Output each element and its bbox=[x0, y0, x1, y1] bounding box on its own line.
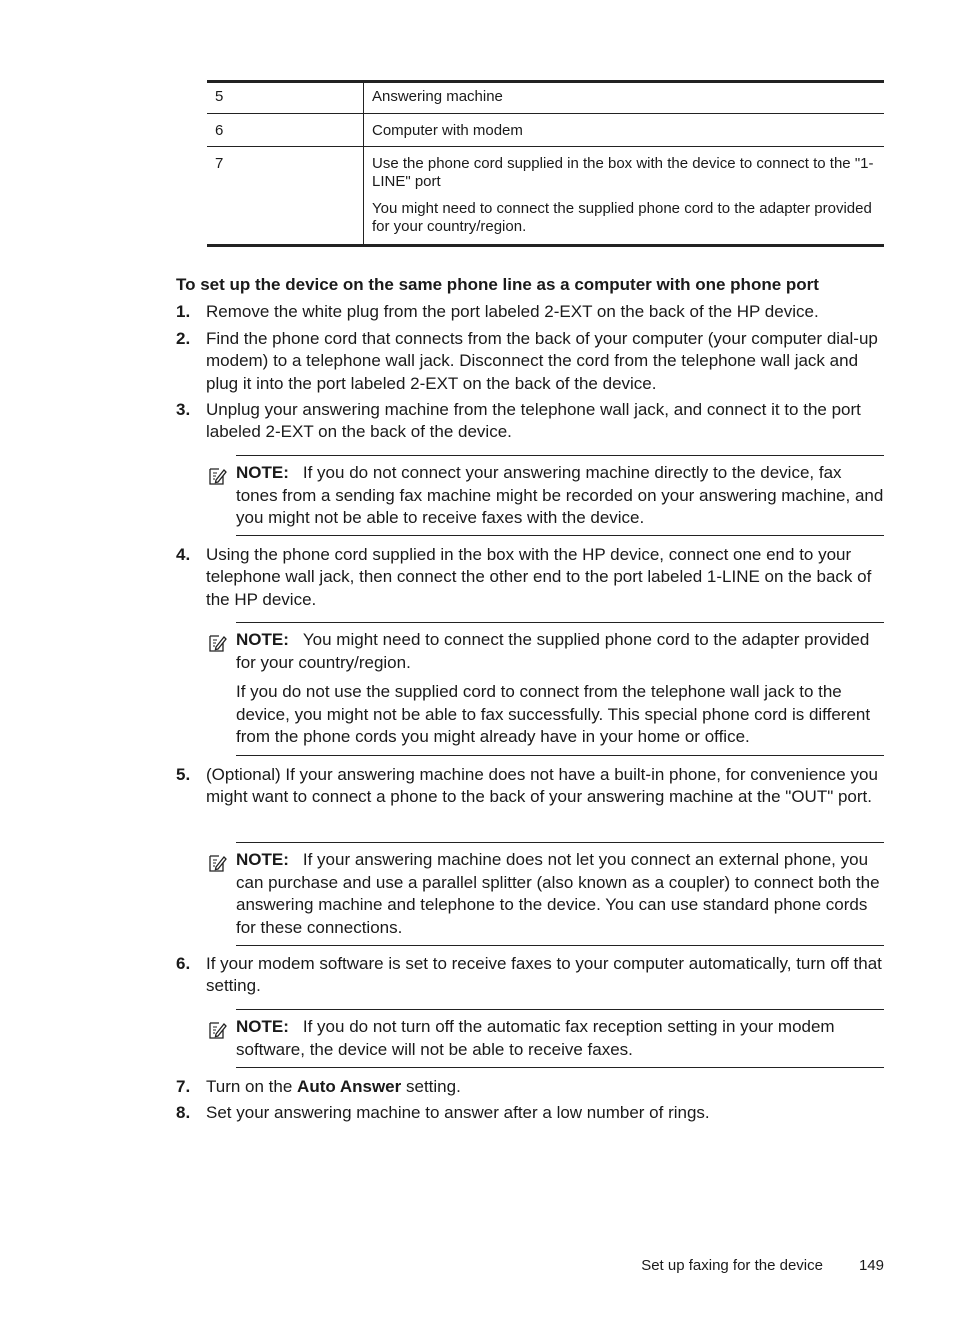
step-3 bbox=[176, 399, 884, 444]
step-text: (Optional) If your answering machine does not have a built-in phone, for convenience you might want to connect a phone to the back of your answering machine at the "OUT" port. bbox=[206, 765, 878, 807]
step-number: 2. bbox=[176, 329, 191, 348]
legend-table bbox=[207, 80, 884, 247]
step-number: 4. bbox=[176, 545, 191, 564]
note-label: NOTE: bbox=[236, 850, 289, 869]
step-text: Set your answering machine to answer after a low number of rings. bbox=[206, 1103, 710, 1122]
step-2 bbox=[176, 328, 884, 395]
table-row bbox=[207, 80, 884, 114]
auto-answer-setting: Auto Answer bbox=[297, 1077, 402, 1096]
page-number: 149 bbox=[858, 1257, 884, 1274]
note-label: NOTE: bbox=[236, 1017, 289, 1036]
step-7 bbox=[176, 1076, 884, 1098]
table-cell-text: Computer with modem bbox=[372, 122, 523, 139]
note-body bbox=[236, 843, 884, 939]
table-cell-number: 6 bbox=[207, 114, 364, 147]
step-text: If your modem software is set to receive faxes to your computer automatically, turn off that setting. bbox=[206, 954, 882, 996]
note-pencil-icon bbox=[207, 466, 227, 486]
step-6 bbox=[176, 953, 884, 998]
note-body bbox=[236, 1010, 884, 1061]
note-label: NOTE: bbox=[236, 463, 289, 482]
step-5 bbox=[176, 764, 884, 809]
note-body bbox=[236, 456, 884, 530]
table-row bbox=[207, 147, 884, 246]
table-cell-number: 7 bbox=[207, 147, 364, 246]
note-box bbox=[236, 842, 884, 946]
note-text: If you do not connect your answering machine directly to the device, fax tones from a sending fax machine might be recorded on your answering machine, and you might not be able to receive faxes with the device. bbox=[236, 463, 884, 528]
step-text bbox=[206, 1076, 884, 1098]
step-number: 1. bbox=[176, 302, 191, 321]
step-4 bbox=[176, 544, 884, 611]
step-text: Unplug your answering machine from the telephone wall jack, and connect it to the port labeled 2-EXT on the back of the device. bbox=[206, 400, 861, 442]
step-text-after: setting. bbox=[406, 1077, 461, 1096]
note-box bbox=[236, 455, 884, 536]
note-extra-text: If you do not use the supplied cord to connect from the telephone wall jack to the device, you might not be able to fax successfully. This special phone cord is different from the phone cords you might already have in your home or office. bbox=[236, 682, 871, 747]
note-text: If you do not turn off the automatic fax reception setting in your modem software, the device will not be able to receive faxes. bbox=[236, 1017, 835, 1059]
step-text: Find the phone cord that connects from the back of your computer (your computer dial-up modem) to a telephone wall jack. Disconnect the cord from the telephone wall jack and plug it into the port labeled 2-EXT on the back of the device. bbox=[206, 329, 878, 393]
note-label: NOTE: bbox=[236, 630, 289, 649]
table-row bbox=[207, 114, 884, 147]
step-number: 5. bbox=[176, 765, 191, 784]
table-cell-description bbox=[364, 147, 885, 246]
footer-section-title: Set up faxing for the device bbox=[641, 1257, 823, 1274]
step-text: Using the phone cord supplied in the box with the HP device, connect one end to your telephone wall jack, then connect the other end to the port labeled 1-LINE on the back of the HP device. bbox=[206, 545, 872, 609]
step-number: 7. bbox=[176, 1077, 191, 1096]
table-cell-description bbox=[364, 80, 885, 114]
table-cell-text: Use the phone cord supplied in the box with the device to connect to the "1-LINE" port bbox=[372, 155, 874, 190]
note-text: If your answering machine does not let you connect an external phone, you can purchase and use a parallel splitter (also known as a coupler) to connect both the answering machine and telephone to the device. You can use standard phone cords for these connections. bbox=[236, 850, 880, 937]
step-text-before: Turn on the bbox=[206, 1077, 293, 1096]
procedure-heading: To set up the device on the same phone line as a computer with one phone port bbox=[176, 275, 819, 294]
table-cell-text: You might need to connect the supplied phone cord to the adapter provided for your country/region. bbox=[372, 200, 872, 235]
note-box bbox=[236, 622, 884, 756]
table-cell-text: Answering machine bbox=[372, 88, 503, 105]
note-pencil-icon bbox=[207, 853, 227, 873]
note-text: You might need to connect the supplied phone cord to the adapter provided for your country/region. bbox=[236, 630, 870, 672]
table-cell-description bbox=[364, 114, 885, 147]
table-cell-number: 5 bbox=[207, 80, 364, 114]
step-number: 3. bbox=[176, 400, 191, 419]
step-number: 8. bbox=[176, 1103, 191, 1122]
step-8 bbox=[176, 1102, 884, 1124]
step-1 bbox=[176, 301, 884, 323]
note-body bbox=[236, 623, 884, 674]
note-pencil-icon bbox=[207, 633, 227, 653]
step-number: 6. bbox=[176, 954, 191, 973]
page-footer bbox=[600, 1257, 884, 1275]
note-pencil-icon bbox=[207, 1020, 227, 1040]
step-text: Remove the white plug from the port labeled 2-EXT on the back of the HP device. bbox=[206, 302, 819, 321]
note-box bbox=[236, 1009, 884, 1068]
